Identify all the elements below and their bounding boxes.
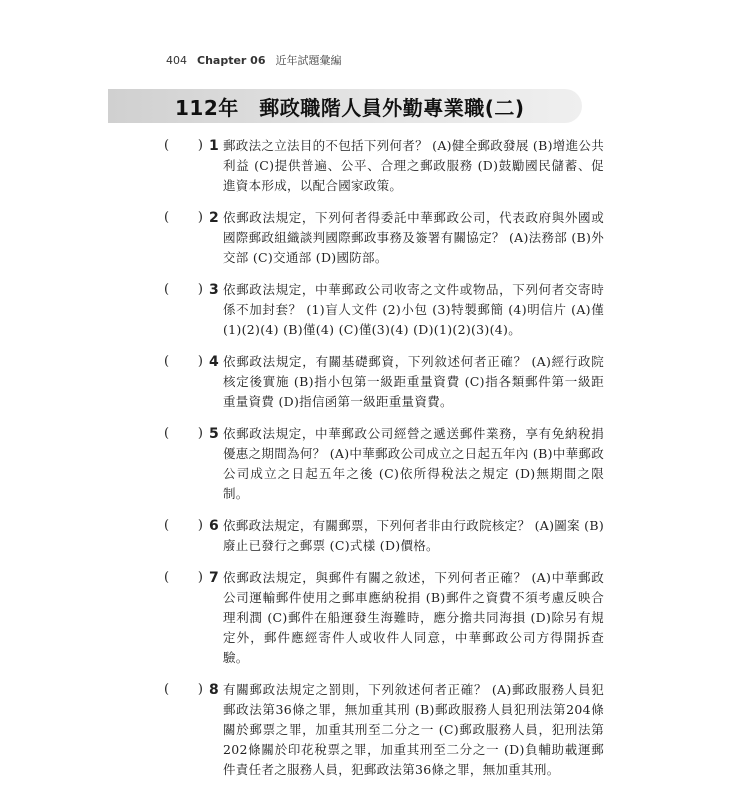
chapter-title: 近年試題彙編 <box>275 54 342 67</box>
answer-blank <box>164 568 209 668</box>
question-item <box>164 424 604 504</box>
question-text: 郵政法之立法目的不包括下列何者？ (A)健全郵政發展 (B)增進公共利益 (C)提供普遍、公平、合理之郵政服務 (D)鼓勵國民儲蓄、促進資本形成，以配合國家政策。 <box>223 138 604 193</box>
question-text: 依郵政法規定，與郵件有關之敘述，下列何者正確？ (A)中華郵政公司運輸郵件使用之郵車應納稅捐 (B)郵件之資費不須考慮反映合理利潤 (C)郵件在船運發生海難時，應分擔共同海損 (D)除另有規定外，郵件應經寄件人或收件人同意，中華郵政公司方得開拆查驗。 <box>223 570 604 665</box>
question-text: 依郵政法規定，中華郵政公司經營之遞送郵件業務，享有免納稅捐優惠之期間為何？ (A)中華郵政公司成立之日起五年內 (B)中華郵政公司成立之日起五年之後 (C)依所得稅法之規定 (D)無期間之限制。 <box>223 426 604 501</box>
paren-open: ( <box>164 682 170 697</box>
paren-close: ) <box>197 518 203 533</box>
answer-blank <box>164 280 209 340</box>
paren-open: ( <box>164 518 170 533</box>
question-item <box>164 136 604 196</box>
paren-open: ( <box>164 282 170 297</box>
question-text: 依郵政法規定，有關基礎郵資，下列敘述何者正確？ (A)經行政院核定後實施 (B)指小包第一級距重量資費 (C)指各類郵件第一級距重量資費 (D)指信函第一級距重量資費。 <box>223 354 604 409</box>
paren-open: ( <box>164 138 170 153</box>
answer-blank <box>164 208 209 268</box>
paren-open: ( <box>164 426 170 441</box>
question-text: 有關郵政法規定之罰則，下列敘述何者正確？ (A)郵政服務人員犯郵政法第36條之罪，無加重其刑 (B)郵政服務人員犯刑法第204條關於郵票之罪，加重其刑至二分之一 (C)郵政服務人員，犯刑法第202條關於印花稅票之罪，加重其刑至二分之一 (D)負輔助載運郵件責任者之服務人員，犯郵政法第36條之罪，無加重其刑。 <box>223 682 604 777</box>
question-item <box>164 280 604 340</box>
question-number: 4 <box>209 354 219 370</box>
question-number: 5 <box>209 426 219 442</box>
question-item <box>164 680 604 780</box>
paren-open: ( <box>164 210 170 225</box>
paren-close: ) <box>197 426 203 441</box>
answer-blank <box>164 516 209 556</box>
question-number: 2 <box>209 210 219 226</box>
question-text: 依郵政法規定，有關郵票，下列何者非由行政院核定？ (A)圖案 (B)廢止已發行之郵票 (C)式樣 (D)價格。 <box>223 518 604 553</box>
paren-close: ) <box>197 354 203 369</box>
page-header <box>166 52 341 68</box>
question-item <box>164 208 604 268</box>
question-number: 6 <box>209 518 219 534</box>
paren-open: ( <box>164 354 170 369</box>
paren-close: ) <box>197 210 203 225</box>
section-title: 112年 郵政職階人員外勤專業職(二) <box>175 96 525 120</box>
question-list <box>164 136 604 792</box>
question-number: 3 <box>209 282 219 298</box>
answer-blank <box>164 136 209 196</box>
question-item <box>164 516 604 556</box>
paren-open: ( <box>164 570 170 585</box>
question-item <box>164 568 604 668</box>
paren-close: ) <box>197 138 203 153</box>
chapter-label: Chapter 06 <box>197 54 266 67</box>
question-text: 依郵政法規定，下列何者得委託中華郵政公司，代表政府與外國或國際郵政組織談判國際郵政事務及簽署有關協定？ (A)法務部 (B)外交部 (C)交通部 (D)國防部。 <box>223 210 604 265</box>
paren-close: ) <box>197 282 203 297</box>
paren-close: ) <box>197 682 203 697</box>
page-number: 404 <box>166 54 187 67</box>
question-number: 7 <box>209 570 219 586</box>
question-number: 8 <box>209 682 219 698</box>
paren-close: ) <box>197 570 203 585</box>
question-number: 1 <box>209 138 219 154</box>
question-text: 依郵政法規定，中華郵政公司收寄之文件或物品，下列何者交寄時係不加封套？ (1)盲人文件 (2)小包 (3)特製郵簡 (4)明信片 (A)僅(1)(2)(4) (B)僅(4) (C)僅(3)(4) (D)(1)(2)(3)(4)。 <box>223 282 604 337</box>
answer-blank <box>164 424 209 504</box>
question-item <box>164 352 604 412</box>
answer-blank <box>164 352 209 412</box>
answer-blank <box>164 680 209 780</box>
